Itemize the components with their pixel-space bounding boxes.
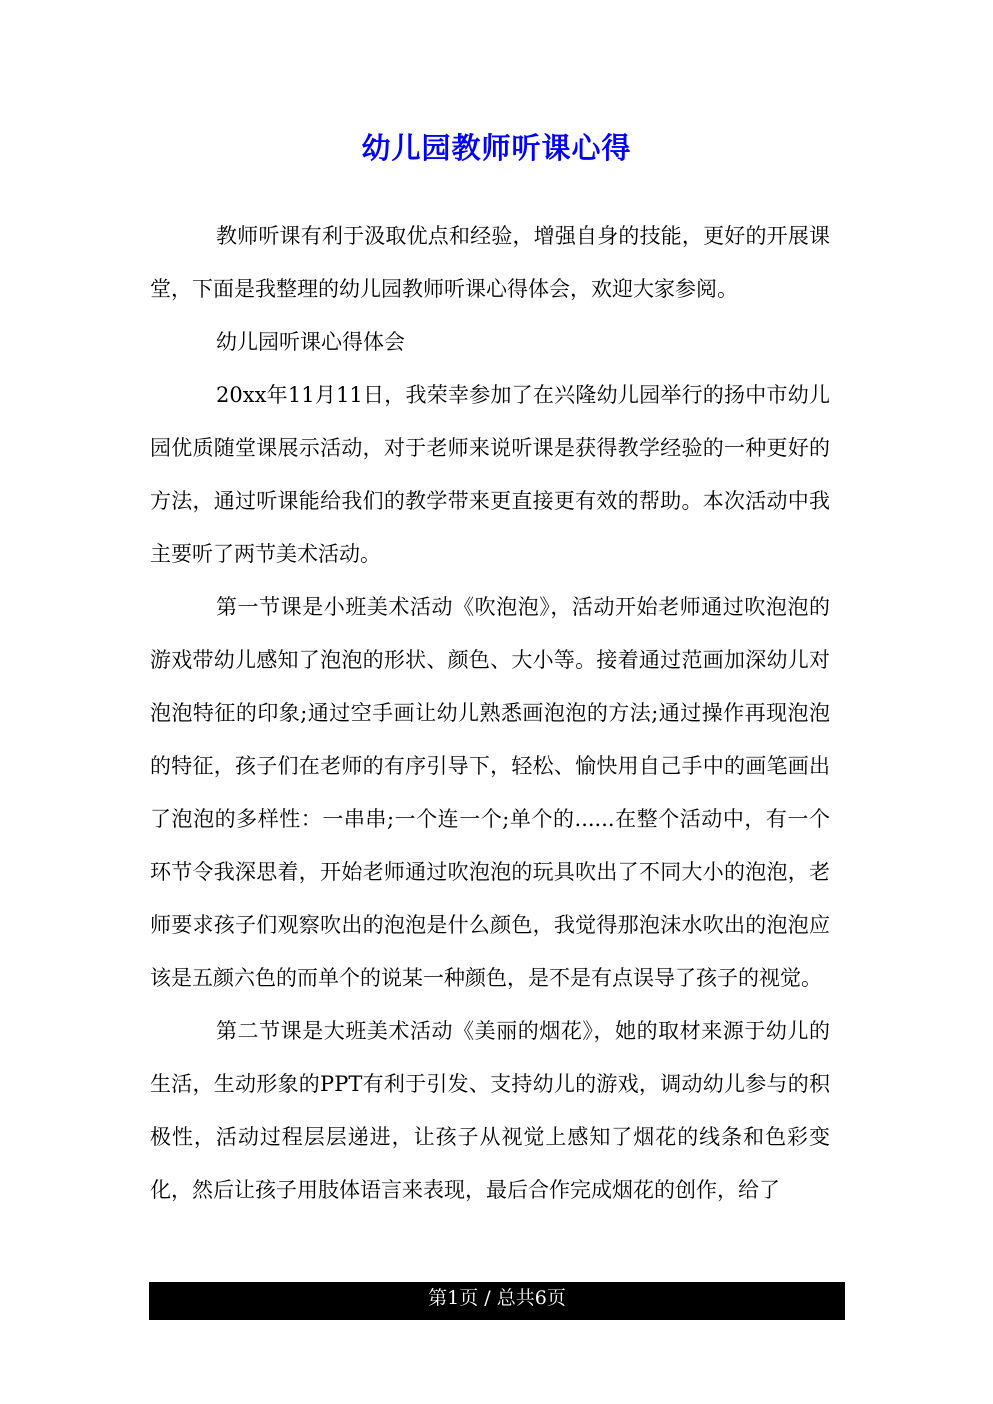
body-paragraph: 第二节课是大班美术活动《美丽的烟花》，她的取材来源于幼儿的生活，生动形象的PPT有利于引发、支持幼儿的游戏，调动幼儿参与的积极性，活动过程层层递进，让孩子从视觉上感知了烟花的线条和色彩变化，然后让孩子用肢体语言来表现，最后合作完成烟花的创作，给了 [150,1019,830,1202]
page-title: 幼儿园教师听课心得 [361,131,632,165]
body-paragraph: 第一节课是小班美术活动《吹泡泡》，活动开始老师通过吹泡泡的游戏带幼儿感知了泡泡的形状、颜色、大小等。接着通过范画加深幼儿对泡泡特征的印象;通过空手画让幼儿熟悉画泡泡的方法;通过操作再现泡泡的特征，孩子们在老师的有序引导下，轻松、愉快用自己手中的画笔画出了泡泡的多样性：一串串;一个连一个;单个的......在整个活动中，有一个环节令我深思着，开始老师通过吹泡泡的玩具吹出了不同大小的泡泡，老师要求孩子们观察吹出的泡泡是什么颜色，我觉得那泡沫水吹出的泡泡应该是五颜六色的而单个的说某一种颜色，是不是有点误导了孩子的视觉。 [150,595,830,990]
page-footer [149,1282,845,1320]
document-body [150,210,830,1217]
page-number: 第1页 / 总共6页 [428,1287,566,1309]
section-heading: 幼儿园听课心得体会 [216,330,405,354]
intro-paragraph: 教师听课有利于汲取优点和经验，增强自身的技能，更好的开展课堂，下面是我整理的幼儿园教师听课心得体会，欢迎大家参阅。 [150,224,830,301]
body-paragraph: 20xx年11月11日，我荣幸参加了在兴隆幼儿园举行的扬中市幼儿园优质随堂课展示活动，对于老师来说听课是获得教学经验的一种更好的方法，通过听课能给我们的教学带来更直接更有效的帮助。本次活动中我主要听了两节美术活动。 [150,383,830,566]
